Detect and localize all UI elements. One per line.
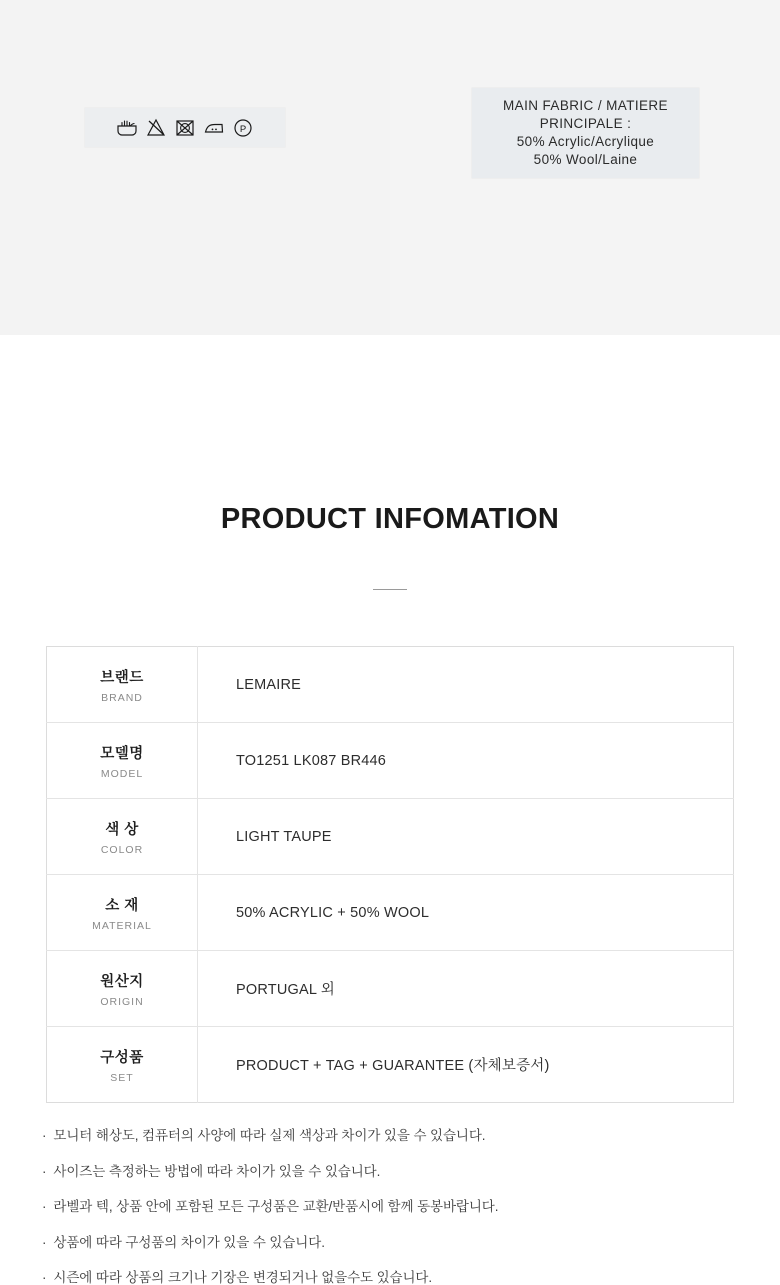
svg-text:P: P — [239, 123, 247, 135]
row-header-ko: 소 재 — [105, 897, 139, 914]
table-row — [47, 647, 734, 723]
row-header-set — [47, 1027, 198, 1103]
bullet-icon: · — [42, 1128, 47, 1143]
fabric-line-1: MAIN FABRIC / MATIERE — [503, 97, 668, 113]
row-value-origin: PORTUGAL 외 — [198, 951, 734, 1027]
note-text: 상품에 따라 구성품의 차이가 있을 수 있습니다. — [53, 1234, 325, 1250]
notice-list — [38, 1129, 742, 1285]
title-divider — [373, 589, 407, 590]
note-text: 사이즈는 측정하는 방법에 따라 차이가 있을 수 있습니다. — [53, 1163, 381, 1179]
row-header-color — [47, 799, 198, 875]
row-header-model — [47, 723, 198, 799]
row-header-en: ORIGIN — [100, 995, 144, 1008]
page-title: PRODUCT INFOMATION — [220, 503, 560, 535]
row-header-ko: 원산지 — [100, 973, 144, 990]
row-header-ko: 색 상 — [105, 821, 139, 838]
row-value-brand: LEMAIRE — [198, 647, 734, 723]
product-image-row — [0, 0, 780, 335]
care-label-photo — [0, 0, 390, 335]
table-row — [47, 1027, 734, 1103]
list-item — [42, 1271, 742, 1285]
note-text: 라벨과 텍, 상품 안에 포함된 모든 구성품은 교환/반품시에 함께 동봉바랍니다. — [53, 1199, 499, 1214]
row-header-en: SET — [110, 1071, 134, 1084]
row-value-model: TO1251 LK087 BR446 — [198, 723, 734, 799]
bullet-icon: · — [42, 1163, 47, 1179]
table-row — [47, 799, 734, 875]
list-item — [42, 1236, 742, 1250]
do-not-bleach-icon — [145, 117, 167, 139]
row-value-set: PRODUCT + TAG + GUARANTEE (자체보증서) — [236, 1058, 550, 1074]
row-header-en: BRAND — [101, 691, 143, 704]
table-row — [47, 723, 734, 799]
fabric-label-photo — [390, 0, 780, 335]
fabric-composition-label — [472, 88, 699, 178]
list-item — [42, 1165, 742, 1179]
note-text: 시즌에 따라 상품의 크기나 기장은 변경되거나 없을수도 있습니다. — [53, 1270, 433, 1285]
row-value-material: 50% ACRYLIC + 50% WOOL — [198, 875, 734, 951]
row-header-ko: 브랜드 — [100, 669, 144, 686]
bullet-icon: · — [42, 1234, 47, 1250]
row-header-origin — [47, 951, 198, 1027]
iron-low-icon — [203, 117, 225, 139]
fabric-line-4: 50% Wool/Laine — [533, 152, 638, 168]
table-row — [47, 875, 734, 951]
fabric-line-3: 50% Acrylic/Acrylique — [516, 134, 655, 149]
bullet-icon: · — [42, 1270, 47, 1285]
row-header-en: MATERIAL — [92, 919, 152, 932]
professional-clean-p-icon — [232, 117, 254, 139]
care-symbol-label — [85, 108, 285, 147]
section-header — [0, 503, 780, 590]
list-item — [42, 1129, 742, 1143]
row-header-ko: 모델명 — [100, 745, 144, 762]
table-row — [47, 951, 734, 1027]
do-not-tumble-dry-icon — [174, 117, 196, 139]
note-text: 모니터 해상도, 컴퓨터의 사양에 따라 실제 색상과 차이가 있을 수 있습니다. — [53, 1128, 486, 1143]
bullet-icon: · — [42, 1199, 47, 1214]
row-header-en: COLOR — [100, 843, 144, 856]
row-header-material — [47, 875, 198, 951]
row-header-en: MODEL — [100, 767, 144, 780]
product-information-table — [46, 646, 734, 1103]
hand-wash-icon — [116, 117, 138, 139]
row-value-color: LIGHT TAUPE — [198, 799, 734, 875]
fabric-line-2: PRINCIPALE : — [539, 115, 632, 131]
row-header-brand — [47, 647, 198, 723]
row-header-ko: 구성품 — [100, 1049, 144, 1066]
list-item — [42, 1200, 742, 1214]
